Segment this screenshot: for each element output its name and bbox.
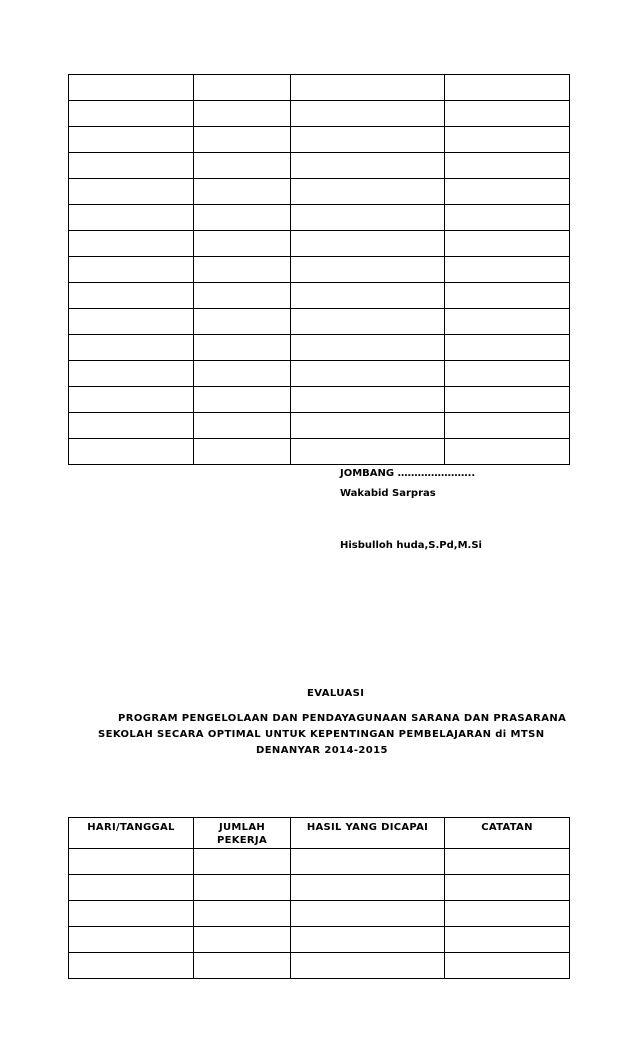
table-cell bbox=[291, 439, 445, 465]
table-cell bbox=[291, 257, 445, 283]
table-cell bbox=[291, 231, 445, 257]
table-row bbox=[69, 231, 570, 257]
table-cell bbox=[291, 361, 445, 387]
table-row bbox=[69, 309, 570, 335]
table-cell bbox=[291, 205, 445, 231]
table-cell bbox=[194, 927, 291, 953]
table-cell bbox=[291, 413, 445, 439]
table-cell bbox=[194, 387, 291, 413]
table-row bbox=[69, 335, 570, 361]
table-cell bbox=[194, 127, 291, 153]
table-cell bbox=[194, 257, 291, 283]
table-row bbox=[69, 927, 570, 953]
evaluation-subtitle-line2: SEKOLAH SECARA OPTIMAL UNTUK KEPENTINGAN PEMBELAJARAN di MTSN bbox=[98, 729, 545, 740]
table-cell bbox=[69, 75, 194, 101]
table-row bbox=[69, 127, 570, 153]
table-row bbox=[69, 101, 570, 127]
table-cell bbox=[445, 875, 570, 901]
table-cell bbox=[445, 387, 570, 413]
table-row bbox=[69, 387, 570, 413]
table-row bbox=[69, 901, 570, 927]
header-catatan: CATATAN bbox=[445, 818, 570, 849]
table-cell bbox=[194, 875, 291, 901]
table-cell bbox=[445, 231, 570, 257]
table-cell bbox=[291, 309, 445, 335]
table-cell bbox=[291, 75, 445, 101]
table-row bbox=[69, 205, 570, 231]
table-row bbox=[69, 361, 570, 387]
table-cell bbox=[69, 231, 194, 257]
table-cell bbox=[69, 439, 194, 465]
table-cell bbox=[291, 127, 445, 153]
table-row bbox=[69, 179, 570, 205]
table-cell bbox=[445, 361, 570, 387]
table-cell bbox=[69, 179, 194, 205]
header-hari-tanggal: HARI/TANGGAL bbox=[69, 818, 194, 849]
header-hasil-yang-dicapai: HASIL YANG DICAPAI bbox=[291, 818, 445, 849]
table-cell bbox=[291, 283, 445, 309]
table-row bbox=[69, 75, 570, 101]
evaluation-table bbox=[68, 817, 570, 979]
table-cell bbox=[194, 849, 291, 875]
table-cell bbox=[445, 309, 570, 335]
table-cell bbox=[194, 101, 291, 127]
table-cell bbox=[69, 953, 194, 979]
table-cell bbox=[194, 205, 291, 231]
table-cell bbox=[69, 335, 194, 361]
table-row bbox=[69, 439, 570, 465]
signature-place-date: JOMBANG ………………….. bbox=[340, 468, 476, 479]
table-cell bbox=[291, 101, 445, 127]
table-cell bbox=[69, 205, 194, 231]
table-cell bbox=[194, 153, 291, 179]
table-cell bbox=[69, 101, 194, 127]
table-cell bbox=[445, 205, 570, 231]
table-cell bbox=[69, 257, 194, 283]
table-cell bbox=[445, 75, 570, 101]
table-cell bbox=[291, 849, 445, 875]
table-cell bbox=[291, 927, 445, 953]
table-cell bbox=[194, 901, 291, 927]
table-cell bbox=[445, 153, 570, 179]
table-cell bbox=[194, 309, 291, 335]
evaluation-subtitle-line3: DENANYAR 2014-2015 bbox=[256, 745, 388, 756]
table-header-row bbox=[69, 818, 570, 849]
table-cell bbox=[445, 901, 570, 927]
header-jumlah-pekerja: JUMLAH PEKERJA bbox=[194, 818, 291, 849]
table-cell bbox=[194, 413, 291, 439]
table-cell bbox=[194, 283, 291, 309]
table-cell bbox=[445, 413, 570, 439]
table-row bbox=[69, 257, 570, 283]
table-cell bbox=[291, 901, 445, 927]
table-cell bbox=[291, 875, 445, 901]
table-cell bbox=[69, 153, 194, 179]
table-cell bbox=[291, 335, 445, 361]
table-cell bbox=[445, 257, 570, 283]
signature-name: Hisbulloh huda,S.Pd,M.Si bbox=[340, 540, 482, 551]
continued-table bbox=[68, 74, 570, 465]
table-cell bbox=[194, 179, 291, 205]
signature-position: Wakabid Sarpras bbox=[340, 488, 436, 499]
table-cell bbox=[291, 387, 445, 413]
table-cell bbox=[69, 901, 194, 927]
table-cell bbox=[445, 283, 570, 309]
table-cell bbox=[194, 231, 291, 257]
table-row bbox=[69, 849, 570, 875]
table-cell bbox=[445, 127, 570, 153]
table-cell bbox=[291, 953, 445, 979]
table-cell bbox=[445, 927, 570, 953]
table-cell bbox=[69, 927, 194, 953]
table-cell bbox=[69, 849, 194, 875]
table-cell bbox=[69, 283, 194, 309]
table-cell bbox=[69, 875, 194, 901]
table-cell bbox=[69, 127, 194, 153]
table-row bbox=[69, 153, 570, 179]
evaluation-subtitle-line1: PROGRAM PENGELOLAAN DAN PENDAYAGUNAAN SARANA DAN PRASARANA bbox=[118, 713, 567, 724]
table-cell bbox=[445, 439, 570, 465]
table-cell bbox=[194, 75, 291, 101]
table-cell bbox=[445, 849, 570, 875]
table-cell bbox=[445, 101, 570, 127]
table-cell bbox=[445, 179, 570, 205]
table-cell bbox=[194, 953, 291, 979]
table-cell bbox=[194, 439, 291, 465]
table-cell bbox=[69, 413, 194, 439]
table-row bbox=[69, 283, 570, 309]
table-cell bbox=[194, 335, 291, 361]
table-cell bbox=[69, 309, 194, 335]
table-cell bbox=[69, 387, 194, 413]
table-row bbox=[69, 875, 570, 901]
evaluation-title: EVALUASI bbox=[307, 688, 365, 699]
table-row bbox=[69, 413, 570, 439]
table-cell bbox=[445, 953, 570, 979]
table-cell bbox=[194, 361, 291, 387]
table-cell bbox=[291, 179, 445, 205]
table-cell bbox=[69, 361, 194, 387]
table-row bbox=[69, 953, 570, 979]
table-cell bbox=[291, 153, 445, 179]
table-cell bbox=[445, 335, 570, 361]
